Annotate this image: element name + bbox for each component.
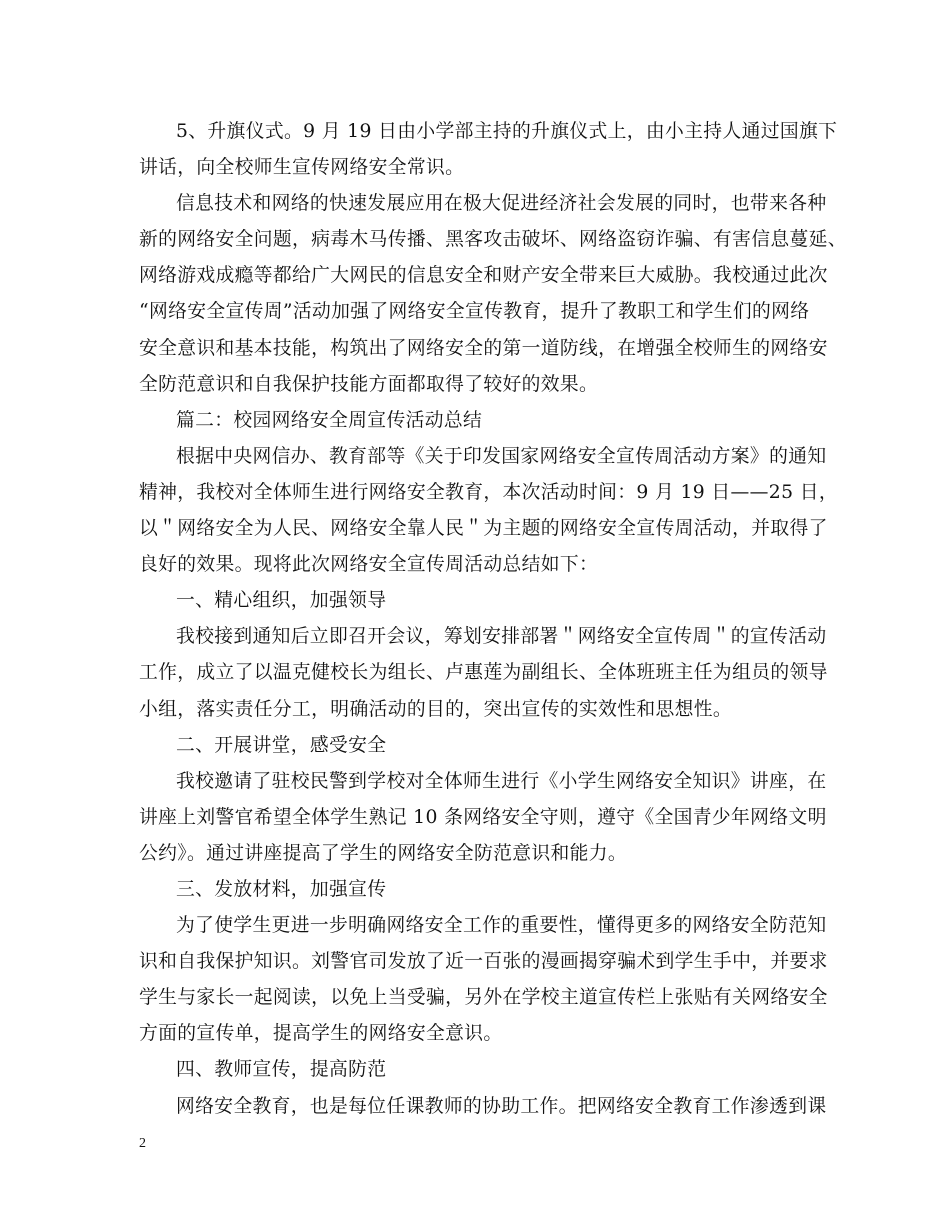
text-line: 为了使学生更进一步明确网络安全工作的重要性，懂得更多的网络安全防范知 [176,915,827,937]
text-line: 5、升旗仪式。9 月 19 日由小学部主持的升旗仪式上，由小主持人通过国旗下 [176,121,838,142]
text-line: “网络安全宣传周”活动加强了网络安全宣传教育，提升了教职工和学生们的网络 [139,301,810,323]
text-line: 新的网络安全问题，病毒木马传播、黑客攻击破坏、网络盗窃诈骗、有害信息蔓延、 [139,229,847,251]
section-heading: 二、开展讲堂，感受安全 [176,734,387,756]
text-line: 工作，成立了以温克健校长为组长、卢惠莲为副组长、全体班班主任为组员的领导 [139,662,828,684]
section-heading: 三、发放材料，加强宣传 [176,878,387,900]
text-line: 讲座上刘警官希望全体学生熟记 10 条网络安全守则，遵守《全国青少年网络文明 [139,806,827,828]
text-line: 我校邀请了驻校民警到学校对全体师生进行《小学生网络安全知识》讲座，在 [176,770,827,792]
text-line: 方面的宣传单，提高学生的网络安全意识。 [139,1023,503,1045]
text-line: 信息技术和网络的快速发展应用在极大促进经济社会发展的同时，也带来各种 [176,193,827,215]
document-body [139,114,847,1125]
text-line: 识和自我保护知识。刘警官司发放了近一百张的漫画揭穿骗术到学生手中，并要求 [139,951,828,973]
text-line: 良好的效果。现将此次网络安全宣传周活动总结如下： [139,554,599,576]
text-line: 小组，落实责任分工，明确活动的目的，突出宣传的实效性和思想性。 [139,698,733,720]
text-line: 全防范意识和自我保护技能方面都取得了较好的效果。 [139,373,599,395]
text-line: 我校接到通知后立即召开会议，筹划安排部署＂网络安全宣传周＂的宣传活动 [176,626,827,648]
section-heading: 一、精心组织，加强领导 [176,590,387,612]
text-line: 公约》。通过讲座提高了学生的网络安全防范意识和能力。 [139,842,628,864]
text-line: 网络安全教育，也是每位任课教师的协助工作。把网络安全教育工作渗透到课 [176,1095,827,1117]
text-line: 精神，我校对全体师生进行网络安全教育，本次活动时间：9 月 19 日——25 日， [139,481,838,503]
page-number: 2 [139,1136,146,1151]
text-line: 讲话，向全校师生宣传网络安全常识。 [139,157,465,179]
text-line: 学生与家长一起阅读，以免上当受骗，另外在学校主道宣传栏上张贴有关网络安全 [139,987,828,1009]
text-line: 安全意识和基本技能，构筑出了网络安全的第一道防线，在增强全校师生的网络安 [139,337,828,359]
text-line: 网络游戏成瘾等都给广大网民的信息安全和财产安全带来巨大威胁。我校通过此次 [139,265,828,287]
section-heading: 四、教师宣传，提高防范 [176,1059,387,1081]
text-line: 以＂网络安全为人民、网络安全靠人民＂为主题的网络安全宣传周活动，并取得了 [139,518,828,540]
text-line: 根据中央网信办、教育部等《关于印发国家网络安全宣传周活动方案》的通知 [176,445,827,467]
section-heading: 篇二：校园网络安全周宣传活动总结 [176,409,483,431]
